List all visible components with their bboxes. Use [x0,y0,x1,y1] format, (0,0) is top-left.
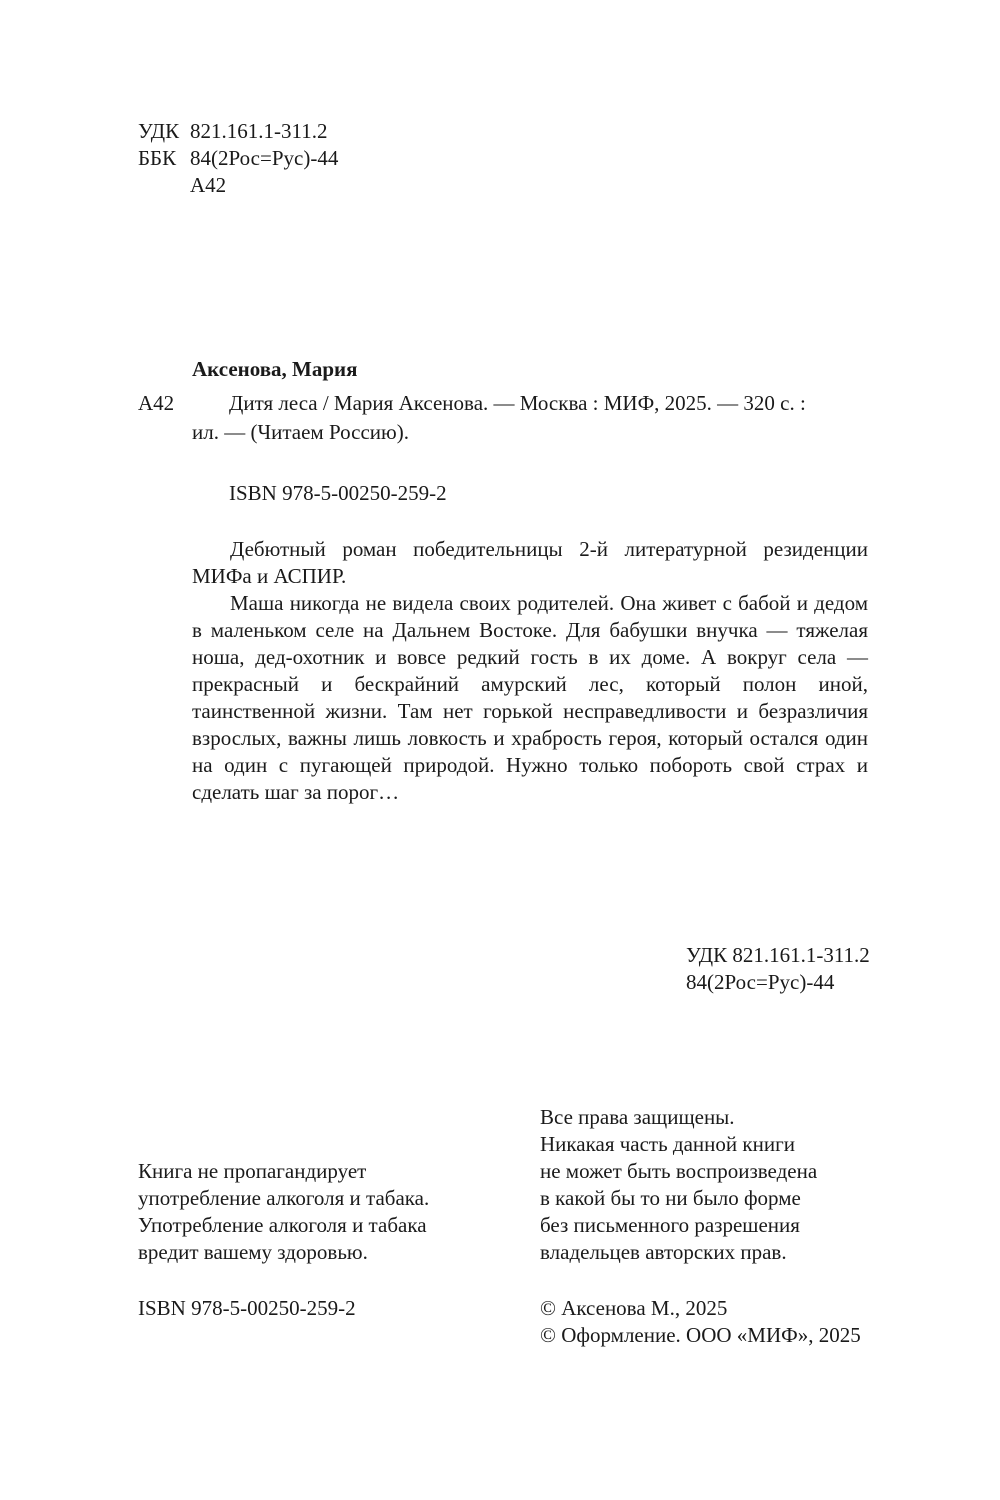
rights-notice [540,1104,817,1266]
annotation [192,536,868,806]
annotation-paragraph-1: Дебютный роман победительницы 2-й литературной резиденции МИФа и АСПИР. [192,537,868,588]
warning-line: Употребление алкоголя и табака [138,1213,427,1237]
entry-author: Аксенова, Мария [192,357,358,381]
rights-line: без письменного разрешения [540,1213,800,1237]
warning-line: вредит вашему здоровью. [138,1240,368,1264]
bottom-index [686,942,870,996]
annotation-paragraph-2: Маша никогда не видела своих родителей. Она живет с бабой и дедом в маленьком селе на Дальнем Востоке. Для бабушки внучка — тяжелая ноша, дед-охотник и вовсе редкий гость в их доме. А вокруг села — прекрасный и бескрайний амурский лес, который полон иной, таинственной жизни. Там нет горькой несправедливости и безразличия взрослых, важны лишь ловкость и храбрость героя, который остался один на один с пугающей природой. Нужно только побороть свой страх и сделать шаг за порог… [192,591,868,804]
bbk-label: ББК [138,146,177,170]
author-mark: А42 [190,173,227,197]
bbk-row [138,145,338,172]
bbk-value: 84(2Рос=Рус)-44 [190,146,339,170]
classification-block [138,118,338,199]
rights-line: в какой бы то ни было форме [540,1186,801,1210]
entry-title-line1: Дитя леса / Мария Аксенова. — Москва : МИФ, 2025. — 320 с. : [229,391,806,415]
udk-row [138,118,338,145]
udk-label: УДК [138,119,180,143]
author-mark-row [138,172,338,199]
entry-title-line2: ил. — (Читаем Россию). [192,420,409,444]
warning-line: употребление алкоголя и табака. [138,1186,430,1210]
copyright-block [540,1295,861,1349]
entry-isbn: ISBN 978-5-00250-259-2 [229,481,447,505]
copyright-author: © Аксенова М., 2025 [540,1296,728,1320]
entry-mark: А42 [138,391,175,415]
udk-value: 821.161.1-311.2 [190,119,328,143]
rights-line: не может быть воспроизведена [540,1159,818,1183]
warning-line: Книга не пропагандирует [138,1159,367,1183]
rights-line: владельцев авторских прав. [540,1240,787,1264]
bottom-udk: УДК 821.161.1-311.2 [686,943,870,967]
bottom-bbk: 84(2Рос=Рус)-44 [686,970,835,994]
rights-line: Никакая часть данной книги [540,1132,795,1156]
rights-line: Все права защищены. [540,1105,735,1129]
health-warning [138,1158,429,1266]
copyright-design: © Оформление. ООО «МИФ», 2025 [540,1323,861,1347]
footer-isbn: ISBN 978-5-00250-259-2 [138,1296,356,1320]
